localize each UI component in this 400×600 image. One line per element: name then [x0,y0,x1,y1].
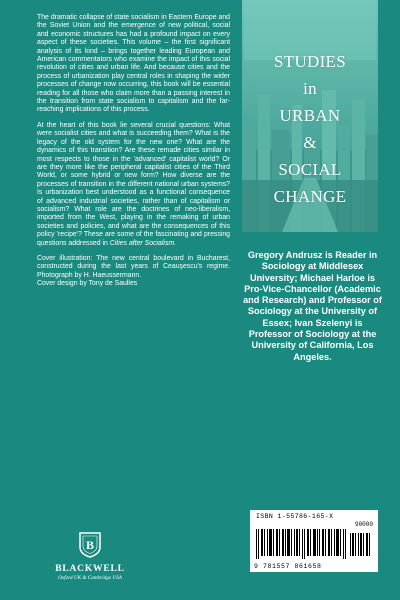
series-title-line: in [303,79,317,98]
isbn-text: ISBN 1-55786-165-X [256,513,334,520]
series-title-line: STUDIES [274,52,346,71]
shield-crest-icon [79,532,101,558]
barcode-icon [256,529,372,559]
blurb-text [37,14,230,289]
barcode-label [250,510,378,572]
publisher-locations: Oxford UK & Cambridge USA [58,575,122,581]
blurb-paragraph-2 [37,122,230,248]
blurb-paragraph-1: The dramatic collapse of state socialism in Eastern Europe and the Soviet Union and the emergence of new political, social and economic structures has had a profound impact on every aspect of these societies. This volume – the first significant analysis of its kind – brings together leading European and American commentators who examine the impact of this social revolution of cities and urban life. And because cities and the process of urbanization play central roles in shaping the wider processes of change now occurring, this book will be essential reading for all those who claim more than a passing interest in the transition from state socialism to capitalism and the far-reaching implications of this process. [37,14,230,114]
series-title [242,48,378,210]
price-addon-code: 90000 [354,521,373,528]
ean-number: 9 781557 861658 [254,563,322,570]
publisher-emblem-letter: B [85,538,95,552]
author-bios: Gregory Andrusz is Reader in Sociology at Middlesex University; Michael Harloe is Pro-Vice-Chancellor (Academic and Research) and Professor of Sociology at the University of Essex; Ivan Szelenyi is Professor of Sociology at the University of California, Los Angeles. [243,250,382,362]
series-title-line: CHANGE [273,187,347,206]
blurb-paragraph-2-text: At the heart of this book lie several crucial questions: What were socialist cities and what is succeeding them? What is the legacy of the old system for the new one? What are the dynamics of this transition? Are these remade cities similar in most respects to those in the 'advanced' capitalist world? Or are they more like the peripheral capitalist cities of the Third World, or some hybrid or new form? How diverse are the processes of transition in the different national urban systems? Is urbanization best understood as a functional consequence of advanced industrial societies, rather than of capitalism or socialism? What role are the doctrines of neo-liberalism, imported from the West, playing in the remaking of urban societies and policies, and what are the consequences of this policy 'recipe'? These are some of the fascinating and pressing questions addressed in [37,121,230,247]
cover-design-credit: Cover design by Tony de Saulles [37,280,138,288]
series-photo-panel [242,0,378,232]
series-title-line: URBAN [279,106,341,125]
book-title-reference: Cities after Socialism. [109,239,177,247]
series-title-line: SOCIAL [278,160,342,179]
cover-illustration-credit: Cover illustration: The new central boulevard in Bucharest, constructed during the last years of Ceauşescu's regime. Photograph by H. Haeussermann. [37,254,230,279]
publisher-logo [54,532,126,581]
series-title-line: & [303,133,317,152]
publisher-name: BLACKWELL [55,564,125,574]
